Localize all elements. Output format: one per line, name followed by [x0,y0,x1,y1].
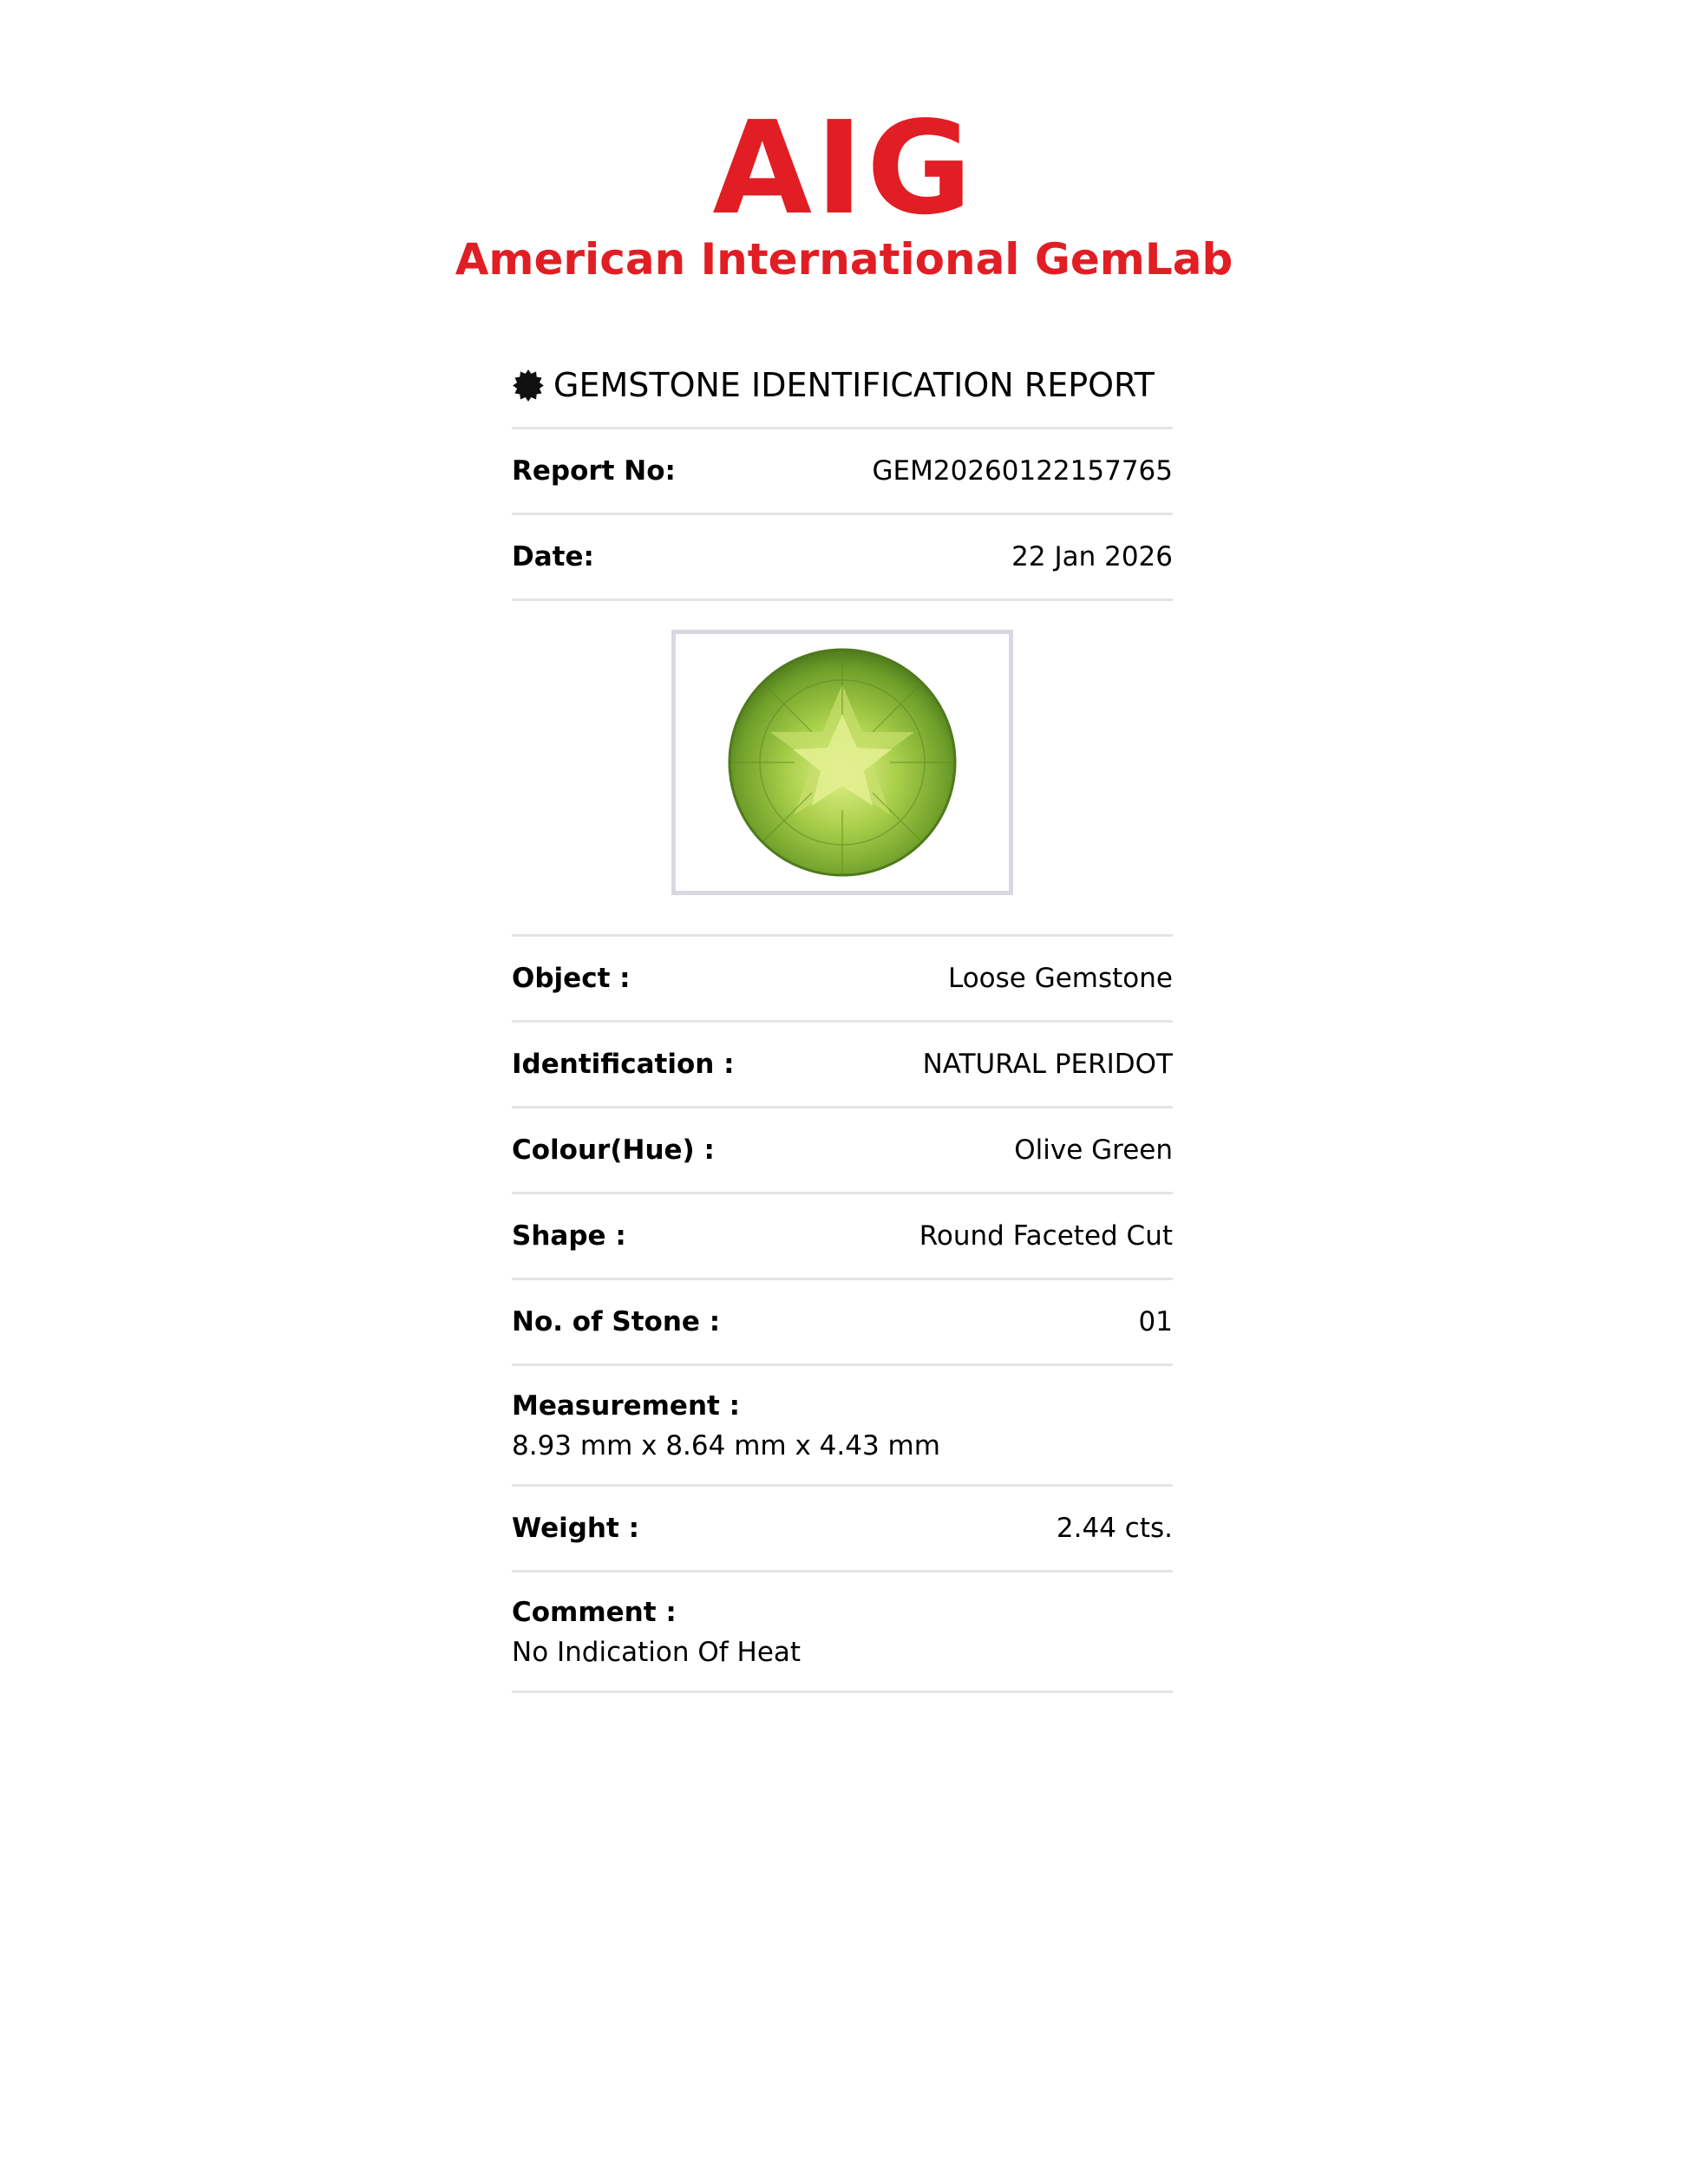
shape-label: Shape : [512,1220,626,1252]
lab-name: American International GemLab [455,234,1233,284]
comment-value: No Indication Of Heat [512,1637,801,1668]
date-row [512,515,1173,601]
shape-row [512,1194,1173,1280]
colour-value: Olive Green [1014,1135,1173,1166]
gem-photo-frame [671,630,1013,895]
report-card [512,354,1173,1693]
gemstone-image [725,645,959,879]
shape-value: Round Faceted Cut [919,1220,1173,1252]
stone-count-row [512,1280,1173,1366]
measurement-label: Measurement : [512,1390,741,1422]
weight-label: Weight : [512,1513,640,1544]
comment-row [512,1573,1173,1693]
date-value: 22 Jan 2026 [1011,541,1173,572]
identification-value: NATURAL PERIDOT [922,1049,1173,1080]
lab-logo [0,94,1688,284]
gem-photo-area [512,601,1173,937]
comment-label: Comment : [512,1597,677,1628]
colour-row [512,1108,1173,1194]
report-number-value: GEM20260122157765 [872,455,1173,487]
weight-value: 2.44 cts. [1056,1513,1173,1544]
weight-row [512,1487,1173,1573]
date-label: Date: [512,541,594,572]
report-title-row [512,354,1173,429]
identification-label: Identification : [512,1049,735,1080]
object-value: Loose Gemstone [947,963,1173,994]
object-row [512,937,1173,1023]
stone-count-value: 01 [1138,1306,1173,1337]
measurement-row [512,1366,1173,1487]
measurement-value: 8.93 mm x 8.64 mm x 4.43 mm [512,1430,940,1461]
report-number-label: Report No: [512,455,676,487]
identification-row [512,1023,1173,1108]
report-title: GEMSTONE IDENTIFICATION REPORT [553,366,1155,404]
seal-icon [512,369,545,402]
stone-count-label: No. of Stone : [512,1306,721,1337]
colour-label: Colour(Hue) : [512,1135,715,1166]
object-label: Object : [512,963,631,994]
report-number-row [512,429,1173,515]
logo-mark: AIG [712,94,976,243]
